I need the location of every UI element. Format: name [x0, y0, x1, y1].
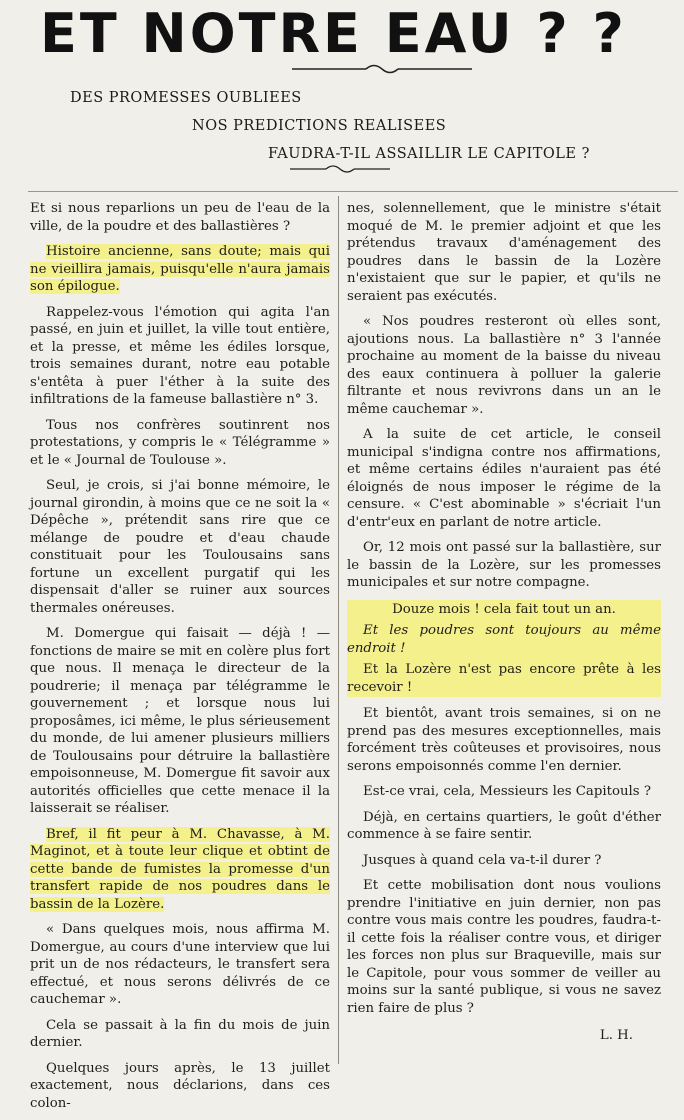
paragraph: Seul, je crois, si j'ai bonne mémoire, le journal girondin, à moins que ce ne soit la « Dépêche », prétendit sans rire que ce mélange de poudre et d'eau chaude constituait pour les Toulousains sans fortune un excellent purgatif qui les dispensait d'aller se ruiner aux sources thermales onéreuses.: [30, 478, 330, 616]
paragraph: nes, solennellement, que le ministre s'était moqué de M. le premier adjoint et que les prétendus travaux d'aménagement des poudres dans le bassin de la Lozère n'existaient que sur le papier, et qu'ils ne seraient pas exécutés.: [347, 201, 661, 304]
subhead-3: FAUDRA-T-IL ASSAILLIR LE CAPITOLE ?: [268, 146, 590, 162]
paragraph: Rappelez-vous l'émotion qui agita l'an passé, en juin et juillet, la ville tout entière, et la presse, et même les édiles lorsque, trois semaines durant, notre eau potable s'entêta à puer l'éther à la suite des infiltrations de la fameuse ballastière n° 3.: [30, 304, 330, 407]
paragraph: Et les poudres sont toujours au même endroit !: [347, 623, 661, 656]
ornament-divider: [292, 62, 472, 76]
paragraph: M. Domergue qui faisait — déjà ! — fonctions de maire se mit en colère plus fort que nous. Il menaça le directeur de la poudrerie; il menaça par télégramme le gouvernement ; et lorsque nous lui proposâmes, ici même, le plus sérieusement du monde, de lui amener plusieurs milliers de Toulousains pour détruire la ballastière empoisonneuse, M. Domergue fit savoir aux autorités officielles que cette menace il la laisserait se réaliser.: [30, 626, 330, 816]
column-divider: [338, 196, 339, 1064]
paragraph-highlighted: Bref, il fit peur à M. Chavasse, à M. Maginot, et à toute leur clique et obtint de cette bande de fumistes la promesse d'un transfert rapide de nos poudres dans le bassin de la Lozère.: [30, 826, 330, 912]
left-column: [30, 200, 330, 1120]
paragraph: Quelques jours après, le 13 juillet exactement, nous déclarions, dans ces colon-: [30, 1060, 330, 1111]
paragraph: « Dans quelques mois, nous affirma M. Domergue, au cours d'une interview que lui prit un de nos rédacteurs, le transfert sera effectué, et nous serons délivrés de ce cauchemar ».: [30, 922, 330, 1007]
paragraph: Déjà, en certains quartiers, le goût d'éther commence à se faire sentir.: [347, 809, 661, 842]
paragraph: Et la Lozère n'est pas encore prête à les recevoir !: [347, 662, 661, 695]
paragraph: Jusques à quand cela va-t-il durer ?: [363, 852, 602, 868]
subhead-1: DES PROMESSES OUBLIEES: [70, 90, 302, 106]
paragraph-highlighted: Histoire ancienne, sans doute; mais qui ne vieillira jamais, puisqu'elle n'aura jamais son épilogue.: [30, 244, 330, 294]
paragraph: « Nos poudres resteront où elles sont, ajoutions nous. La ballastière n° 3 l'année prochaine au moment de la baisse du niveau des eaux continuera à polluer la galerie filtrante et nous revivrons dans un an le même cauchemar ».: [347, 314, 661, 417]
highlighted-block: [347, 600, 661, 698]
paragraph: Est-ce vrai, cela, Messieurs les Capitouls ?: [363, 784, 651, 799]
right-column: [347, 200, 661, 1045]
paragraph: Or, 12 mois ont passé sur la ballastière, sur le bassin de la Lozère, sur les promesses municipales et sur notre compagne.: [347, 540, 661, 590]
paragraph: Douze mois ! cela fait tout un an.: [392, 601, 616, 617]
subhead-2: NOS PREDICTIONS REALISEES: [192, 118, 447, 134]
signature: L. H.: [599, 1028, 633, 1043]
paragraph: Et cette mobilisation dont nous voulions prendre l'initiative en juin dernier, non pas contre vous mais contre les poudres, faudra-t-il cette fois la réaliser contre vous, et diriger les forces non plus sur Braqueville, mais sur le Capitole, pour vous sommer de veiller au moins sur la santé publique, si vous ne savez rien faire de plus ?: [347, 878, 661, 1016]
paragraph: A la suite de cet article, le conseil municipal s'indigna contre nos affirmations, et même certains édiles n'auraient pas été éloignés de nous imposer le régime de la censure. « C'est abominable » s'écriait l'un d'entr'eux en parlant de notre article.: [347, 427, 661, 530]
ornament-divider-small: [290, 162, 390, 176]
paragraph: Tous nos confrères soutinrent nos protestations, y compris le « Télégramme » et le « Journal de Toulouse ».: [30, 417, 330, 468]
header-rule: [28, 191, 678, 192]
paragraph: Et si nous reparlions un peu de l'eau de la ville, de la poudre et des ballastières ?: [30, 201, 330, 234]
headline: ET NOTRE EAU ? ?: [40, 2, 627, 65]
paragraph: Cela se passait à la fin du mois de juin dernier.: [30, 1017, 330, 1050]
paragraph: Et bientôt, avant trois semaines, si on ne prend pas des mesures exceptionnelles, mais forcément très coûteuses et provisoires, nous serons empoisonnés comme l'en dernier.: [347, 706, 661, 774]
